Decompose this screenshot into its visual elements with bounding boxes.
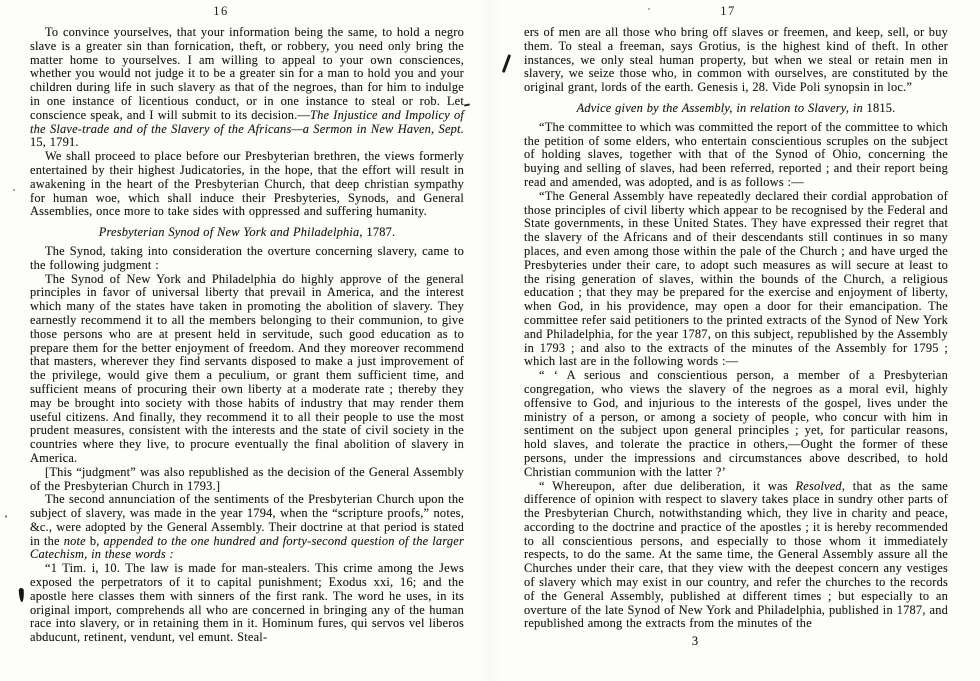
paragraph: The Synod of New York and Philadelphia do highly approve of the general principles in favor of universal liberty that prevail in America, and the interest which many of the states have taken in promoting the abolition of slavery. They earnestly recommend it to all the members belonging to their communion, to give those persons who are at present held in servitude, such good education as to prepare them for the better enjoyment of freedom. And they moreover recommend that masters, wherever they find servants disposed to make a just improvement of the privilege, would give them a peculium, or grant them sufficient time, and sufficient means of procuring their own liberty at a moderate rate ; thereby they may be brought into society with those habits of industry that may render them useful citizens. And finally, they recommend it to all their people to use the most prudent measures, consistent with the interests and the state of civil society in the countries where they live, to procure eventually the final abolition of slavery in America. [30, 271, 464, 465]
paragraph: “ ‘ A serious and conscientious person, a member of a Presbyterian congregation, who views the slavery of the negroes as a moral evil, highly offensive to God, and injurious to the interests of the gospel, lives under the ministry of a person, or among a society of people, who concur with him in sentiment on the subject upon general principles ; yet, for particular reasons, hold slaves, and tolerate the practice in others,—Ought the former of these persons, under the impressions and circumstances above described, to hold Christian communion with the latter ?’ [524, 368, 948, 479]
page-number-right: 17 [720, 4, 736, 18]
scan-speck [13, 189, 15, 191]
paragraph: To convince yourselves, that your information being the same, to hold a negro slave is a greater sin than fornication, theft, or robbery, you need only bring the matter home to yourselves. I am willing to appeal to your own consciences, whether you would not judge it to be a greater sin for a man to hold you and your children during life in such slavery as that of the negroes, than for him to indulge in one instance of licentious conduct, or in one instance to steal or rob. Let conscience speak, and I will submit to its decision.—The Injustice and Impolicy of the Slave-trade and of the Slavery of the Africans—a Sermon in New Haven, Sept. 15, 1791. [30, 25, 464, 150]
paragraph: We shall proceed to place before our Presbyterian brethren, the views formerly entertained by their highest Judicatories, in the hope, that the effort will result in awakening in the heart of the Presbyterian Church, that deep christian sympathy for human woe, which shall induce their Presbyteries, Synods, and General Assemblies, once more to take sides with oppressed and suffering humanity. [30, 149, 464, 219]
paragraph: “The General Assembly have repeatedly declared their cordial approbation of those principles of civil liberty which appear to be recognised by the Federal and State governments, in these United States. They have expressed their regret that the slavery of the Africans and of their descendants still continues in so many places, and even among those within the pale of the Church ; and have urged the Presbyteries under their care, to adopt such measures as will secure at least to the rising generation of slaves, within the bounds of the Church, a religious education ; that they may be prepared for the exercise and enjoyment of liberty, when God, in his providence, may open a door for their emancipation. The committee refer said petitioners to the printed extracts of the Synod of New York and Philadelphia, for the year 1787, on this subject, republished by the Assembly in 1793 ; and also to the extracts of the minutes of the Assembly for 1795 ; which last are in the following words :— [524, 188, 948, 369]
page-17-body [524, 26, 948, 631]
page-number-left: 16 [213, 4, 229, 18]
page-17 [490, 0, 980, 681]
paragraph: “The committee to which was committed the report of the committee to which the petition of some elders, who entertain conscientious scruples on the subject of holding slaves, together with that of the Synod of Ohio, concerning the buying and selling of slaves, had been referred, reported ; and their report being read and amended, was adopted, and is as follows :— [524, 119, 948, 189]
scan-speck [5, 515, 7, 518]
paragraph: “1 Tim. i, 10. The law is made for man-stealers. This crime among the Jews exposed the perpetrators of it to capital punishment; Exodus xxi, 16; and the apostle here classes them with sinners of the first rank. The word he uses, in its original import, comprehends all who are concerned in bringing any of the human race into slavery, or in retaining them in it. Hominum fures, qui servos vel liberos abducunt, retinent, vendunt, vel emunt. Steal- [30, 561, 464, 645]
section-heading: Advice given by the Assembly, in relation to Slavery, in 1815. [576, 100, 896, 115]
paragraph: The Synod, taking into consideration the overture concerning slavery, came to the following judgment : [30, 243, 464, 272]
page-16-body [30, 26, 464, 645]
section-heading: Presbyterian Synod of New York and Philadelphia, 1787. [98, 225, 396, 240]
paragraph: [This “judgment” was also republished as the decision of the General Assembly of the Presbyterian Church in 1793.] [30, 464, 464, 493]
paragraph: “ Whereupon, after due deliberation, it was Resolved, that as the same difference of opinion with respect to slavery takes place in sundry other parts of the Presbyterian Church, notwithstanding which, they live in charity and peace, according to the doctrine and practice of the apostles ; it is hereby recommended to all conscientious persons, and especially to those whom it immediately respects, to do the same. At the same time, the General Assembly assure all the Churches under their care, that they view with the deepest concern any vestiges of slavery which may exist in our country, and refer the churches to the records of the General Assembly, published at different times ; but especially to an overture of the late Synod of New York and Philadelphia, published in 1787, and republished among the extracts from the minutes of the [524, 478, 949, 631]
signature-mark: 3 [691, 634, 699, 649]
paragraph: The second annunciation of the sentiments of the Presbyterian Church upon the subject of slavery, was made in the year 1794, when the “scripture proofs,” notes, &c., were adopted by the General Assembly. Their doctrine at that period is stated in the note b, appended to the one hundred and forty-second question of the larger Catechism, in these words : [30, 492, 465, 562]
scan-speck [648, 8, 650, 10]
paragraph: ers of men are all those who bring off slaves or freemen, and keep, sell, or buy them. To steal a freeman, says Grotius, is the highest kind of theft. In other instances, we only steal human property, but when we steal or retain men in slavery, we seize those who, in common with ourselves, are constituted by the original grant, lords of the earth. Genesis i, 28. Vide Poli synopsin in loc.” [524, 25, 948, 95]
